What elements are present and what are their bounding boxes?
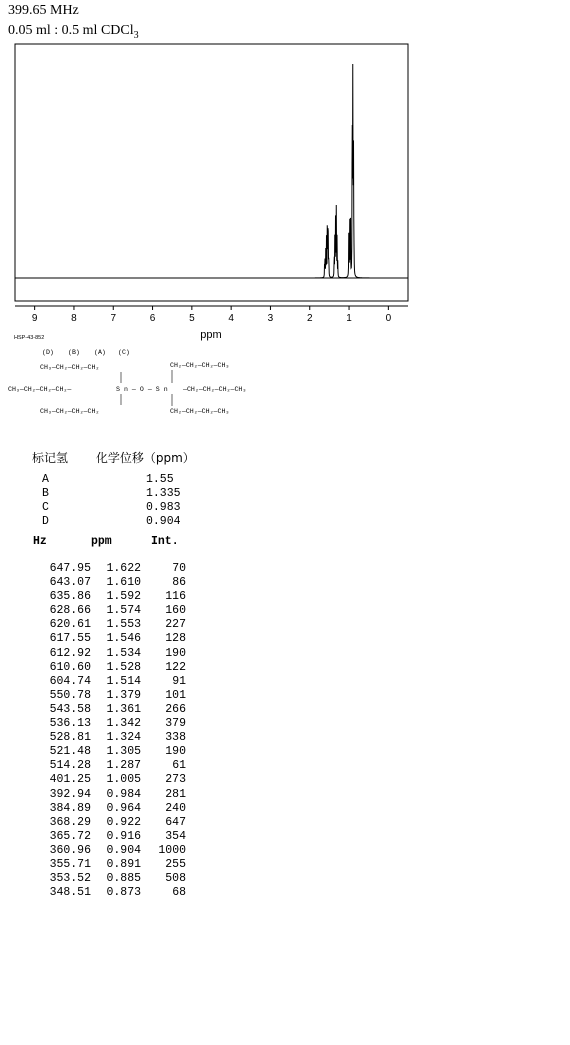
x-tick-label: 7 [110, 313, 117, 324]
proton-label: A [42, 473, 49, 486]
x-tick-label: 5 [189, 313, 195, 324]
top-left-chain: CH₃—CH₂—CH₂—CH₂ [40, 364, 100, 371]
x-axis-label: ppm [200, 329, 222, 341]
int-cell: 70 [172, 562, 186, 575]
hz-cell: 536.13 [49, 717, 91, 731]
hz-cell: 365.72 [49, 829, 91, 843]
ppm-cell: 0.964 [106, 801, 141, 815]
table-row [33, 816, 186, 830]
int-cell: 190 [165, 646, 186, 660]
header-int: Int. [151, 535, 179, 548]
chemical-shift: 0.904 [146, 515, 181, 528]
hz-cell: 604.74 [49, 674, 91, 688]
x-tick-label: 0 [385, 313, 392, 324]
solvent-subscript: 3 [133, 29, 139, 41]
ppm-cell: 0.916 [106, 829, 141, 843]
int-cell: 379 [165, 717, 186, 731]
top-right-chain: CH₂—CH₂—CH₂—CH₃ [170, 362, 230, 369]
x-tick-label: 2 [306, 313, 313, 324]
table-row [33, 689, 186, 703]
table-row [33, 661, 186, 675]
solvent-text: 0.05 ml : 0.5 ml CDCl [8, 23, 134, 38]
hz-cell: 528.81 [49, 731, 91, 745]
ppm-cell: 1.553 [106, 618, 141, 632]
ppm-cell: 0.873 [106, 886, 141, 900]
table-row [33, 731, 186, 745]
hz-cell: 401.25 [49, 773, 91, 787]
int-cell: 86 [172, 576, 186, 590]
nmr-spectrum-chart [0, 40, 570, 345]
label-a: (A) [94, 349, 106, 356]
table-row [33, 604, 186, 618]
int-cell: 240 [165, 801, 186, 815]
int-cell: 227 [165, 618, 186, 632]
x-tick-label: 8 [71, 313, 77, 324]
ppm-cell: 1.305 [106, 745, 141, 759]
x-tick-label: 4 [228, 313, 234, 324]
hz-cell: 612.92 [49, 646, 91, 660]
hz-cell: 620.61 [49, 618, 91, 632]
table-row [33, 773, 186, 787]
chemical-shift: 1.335 [146, 487, 181, 500]
ppm-cell: 1.379 [106, 688, 141, 702]
ppm-cell: 1.528 [106, 660, 141, 674]
assignment-col-shift: 化学位移（ppm） [95, 451, 195, 465]
hz-cell: 617.55 [49, 632, 91, 646]
proton-label: D [42, 515, 49, 528]
peak-table-header [33, 534, 186, 562]
hz-cell: 635.86 [49, 590, 91, 604]
assignment-header [32, 449, 195, 466]
assignment-row [42, 473, 181, 487]
ppm-cell: 1.610 [106, 576, 141, 590]
x-axis-ticks [32, 306, 392, 324]
ppm-cell: 1.005 [106, 773, 141, 787]
int-cell: 116 [165, 590, 186, 604]
table-row [33, 618, 186, 632]
int-cell: 508 [165, 872, 186, 886]
assignment-col-label: 标记氢 [32, 451, 69, 465]
proton-label: B [42, 487, 49, 500]
int-cell: 101 [165, 688, 186, 702]
sn-o-sn-core: Sn—O—Sn [116, 386, 172, 393]
ppm-cell: 1.574 [106, 604, 141, 618]
int-cell: 338 [165, 731, 186, 745]
spectrum-trace [15, 64, 408, 278]
x-tick-label: 6 [149, 313, 156, 324]
table-row [33, 844, 186, 858]
x-tick-label: 1 [346, 313, 352, 324]
ppm-cell: 1.592 [106, 590, 141, 604]
table-row [33, 632, 186, 646]
hz-cell: 384.89 [49, 801, 91, 815]
hz-cell: 643.07 [49, 576, 91, 590]
table-row [33, 675, 186, 689]
ppm-cell: 1.514 [106, 674, 141, 688]
int-cell: 281 [165, 787, 186, 801]
hz-cell: 550.78 [49, 688, 91, 702]
label-b: (B) [68, 349, 80, 356]
int-cell: 128 [165, 632, 186, 646]
header-ppm: ppm [91, 535, 112, 548]
ppm-cell: 1.546 [106, 632, 141, 646]
label-c: (C) [118, 349, 130, 356]
hz-cell: 628.66 [49, 604, 91, 618]
table-row [33, 590, 186, 604]
ppm-cell: 1.361 [106, 702, 141, 716]
header-hz: Hz [33, 535, 47, 548]
assignment-row [42, 515, 181, 529]
int-cell: 122 [165, 660, 186, 674]
x-tick-label: 3 [267, 313, 274, 324]
spectrometer-frequency: 399.65 MHz [8, 3, 79, 18]
int-cell: 160 [165, 604, 186, 618]
table-row [33, 830, 186, 844]
table-row [33, 562, 186, 576]
int-cell: 61 [172, 759, 186, 773]
hz-cell: 521.48 [49, 745, 91, 759]
hz-cell: 647.95 [49, 562, 91, 575]
table-row [33, 858, 186, 872]
table-row [33, 745, 186, 759]
ppm-cell: 1.324 [106, 731, 141, 745]
int-cell: 91 [172, 674, 186, 688]
int-cell: 68 [172, 886, 186, 900]
ppm-cell: 1.622 [106, 562, 141, 575]
chemical-shift: 1.55 [146, 473, 174, 486]
int-cell: 266 [165, 702, 186, 716]
ppm-cell: 0.984 [106, 787, 141, 801]
ppm-cell: 1.342 [106, 717, 141, 731]
table-row [33, 717, 186, 731]
ppm-cell: 1.534 [106, 646, 141, 660]
table-row [33, 788, 186, 802]
ppm-cell: 0.891 [106, 857, 141, 871]
hz-cell: 610.60 [49, 660, 91, 674]
table-row [33, 576, 186, 590]
peak-rows [33, 562, 186, 900]
bottom-right-chain: CH₂—CH₂—CH₂—CH₃ [170, 408, 230, 415]
ppm-cell: 1.287 [106, 759, 141, 773]
int-cell: 354 [165, 829, 186, 843]
assignment-row [42, 501, 181, 515]
hz-cell: 360.96 [49, 843, 91, 857]
hz-cell: 514.28 [49, 759, 91, 773]
assignment-table [42, 473, 181, 529]
x-tick-label: 9 [31, 313, 38, 324]
hz-cell: 348.51 [49, 886, 91, 900]
int-cell: 1000 [158, 843, 186, 857]
table-row [33, 647, 186, 661]
hz-cell: 353.52 [49, 872, 91, 886]
table-row [33, 886, 186, 900]
hz-cell: 543.58 [49, 702, 91, 716]
int-cell: 255 [165, 857, 186, 871]
label-d: (D) [42, 349, 54, 356]
assignment-row [42, 487, 181, 501]
mid-left-chain: CH₃—CH₂—CH₂—CH₂— [8, 386, 72, 393]
mid-right-chain: —CH₂—CH₂—CH₂—CH₃ [183, 386, 247, 393]
hz-cell: 368.29 [49, 815, 91, 829]
table-row [33, 703, 186, 717]
int-cell: 647 [165, 815, 186, 829]
table-row [33, 802, 186, 816]
sample-code: HSP-43-852 [14, 335, 45, 341]
bottom-left-chain: CH₃—CH₂—CH₂—CH₂ [40, 408, 100, 415]
table-row [33, 759, 186, 773]
ppm-cell: 0.885 [106, 872, 141, 886]
ppm-cell: 0.904 [106, 843, 141, 857]
int-cell: 273 [165, 773, 186, 787]
int-cell: 190 [165, 745, 186, 759]
ppm-cell: 0.922 [106, 815, 141, 829]
chemical-shift: 0.983 [146, 501, 181, 514]
hz-cell: 355.71 [49, 857, 91, 871]
peak-table [33, 534, 186, 900]
proton-label: C [42, 501, 49, 514]
hz-cell: 392.94 [49, 787, 91, 801]
table-row [33, 872, 186, 886]
